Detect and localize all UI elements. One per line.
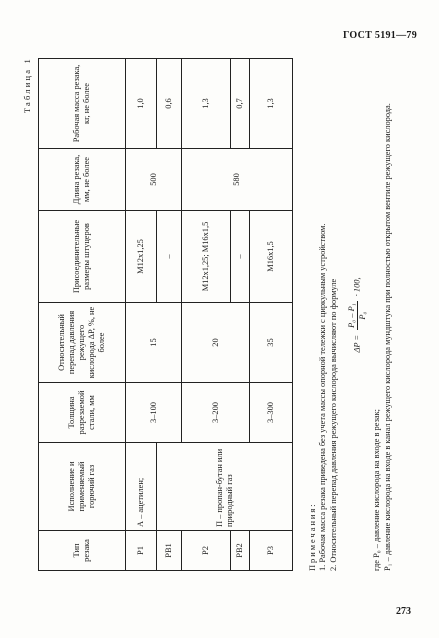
where-definition: P₁ – давление кислорода на входе в канал режущего кислорода мундштука при полностью открытом вентиле режущего кислорода. — [382, 103, 392, 571]
cell-length: 500 — [126, 149, 182, 211]
cell-mass: 1,3 — [250, 59, 293, 149]
cell-type: Р3 — [250, 531, 293, 571]
where-definition: где P₀ – давление кислорода на входе в резак; — [372, 409, 382, 571]
cell-type: РВ2 — [231, 531, 250, 571]
header-thickness: Толщина разрезаемой стали, мм — [39, 383, 126, 443]
cell-fitting: М12х1,25; М16х1,5 — [182, 211, 231, 303]
formula-rhs: · 100, — [352, 277, 362, 297]
cell-type: Р1 — [126, 531, 157, 571]
cell-mass: 1,0 — [126, 59, 157, 149]
cell-mass: 1,3 — [182, 59, 231, 149]
cell-fitting: – — [157, 211, 182, 303]
cell-thickness: 3–100 — [126, 383, 182, 443]
cell-length: 580 — [182, 149, 293, 211]
cell-fitting: М16х1,5 — [250, 211, 293, 303]
table-caption: Таблица 1 — [22, 57, 32, 114]
document-header: ГОСТ 5191—79 — [342, 30, 417, 41]
formula-numerator: P₀ – P₁ — [347, 301, 358, 329]
cell-gas: П – пропан-бутан или природный газ — [157, 443, 293, 531]
cell-mass: 0,6 — [157, 59, 182, 149]
notes-heading: Примечания: — [308, 502, 317, 571]
header-pressure-drop: Относительный перепад давления режущего кислорода ΔP, %, не более — [39, 303, 126, 383]
cell-thickness: 3–300 — [250, 383, 293, 443]
cell-fitting: М12х1,25 — [126, 211, 157, 303]
note-item: 2. Относительный перепад давления режущего кислорода вычисляют по формуле — [328, 278, 338, 571]
pressure-formula — [347, 59, 369, 571]
table-row — [126, 59, 157, 571]
header-length: Длина резака, мм, не более — [39, 149, 126, 211]
table-header-row — [39, 59, 126, 571]
header-fittings: Присоединительные размеры штуцеров — [39, 211, 126, 303]
rotated-content — [20, 55, 425, 575]
cell-drop: 15 — [126, 303, 182, 383]
notes — [308, 59, 393, 571]
header-type: Тип резака — [39, 531, 126, 571]
formula-denominator: P₀ — [358, 311, 367, 320]
specs-table — [38, 58, 293, 571]
formula-fraction — [347, 301, 369, 329]
cell-drop: 20 — [182, 303, 250, 383]
cell-type: Р2 — [182, 531, 231, 571]
page-number: 273 — [396, 606, 411, 617]
header-mass: Рабочая масса резака, кг, не более — [39, 59, 126, 149]
cell-fitting: – — [231, 211, 250, 303]
header-gas: Исполнение и применяемый горючий газ — [39, 443, 126, 531]
cell-type: РВ1 — [157, 531, 182, 571]
cell-mass: 0,7 — [231, 59, 250, 149]
formula-lhs: ΔP = — [352, 334, 362, 353]
cell-drop: 35 — [250, 303, 293, 383]
cell-gas: А – ацетилен; — [126, 443, 157, 531]
note-item: 1. Рабочая масса резака приведена без учета массы опорной тележки с циркульным устройством. — [318, 223, 328, 571]
cell-thickness: 3–200 — [182, 383, 250, 443]
